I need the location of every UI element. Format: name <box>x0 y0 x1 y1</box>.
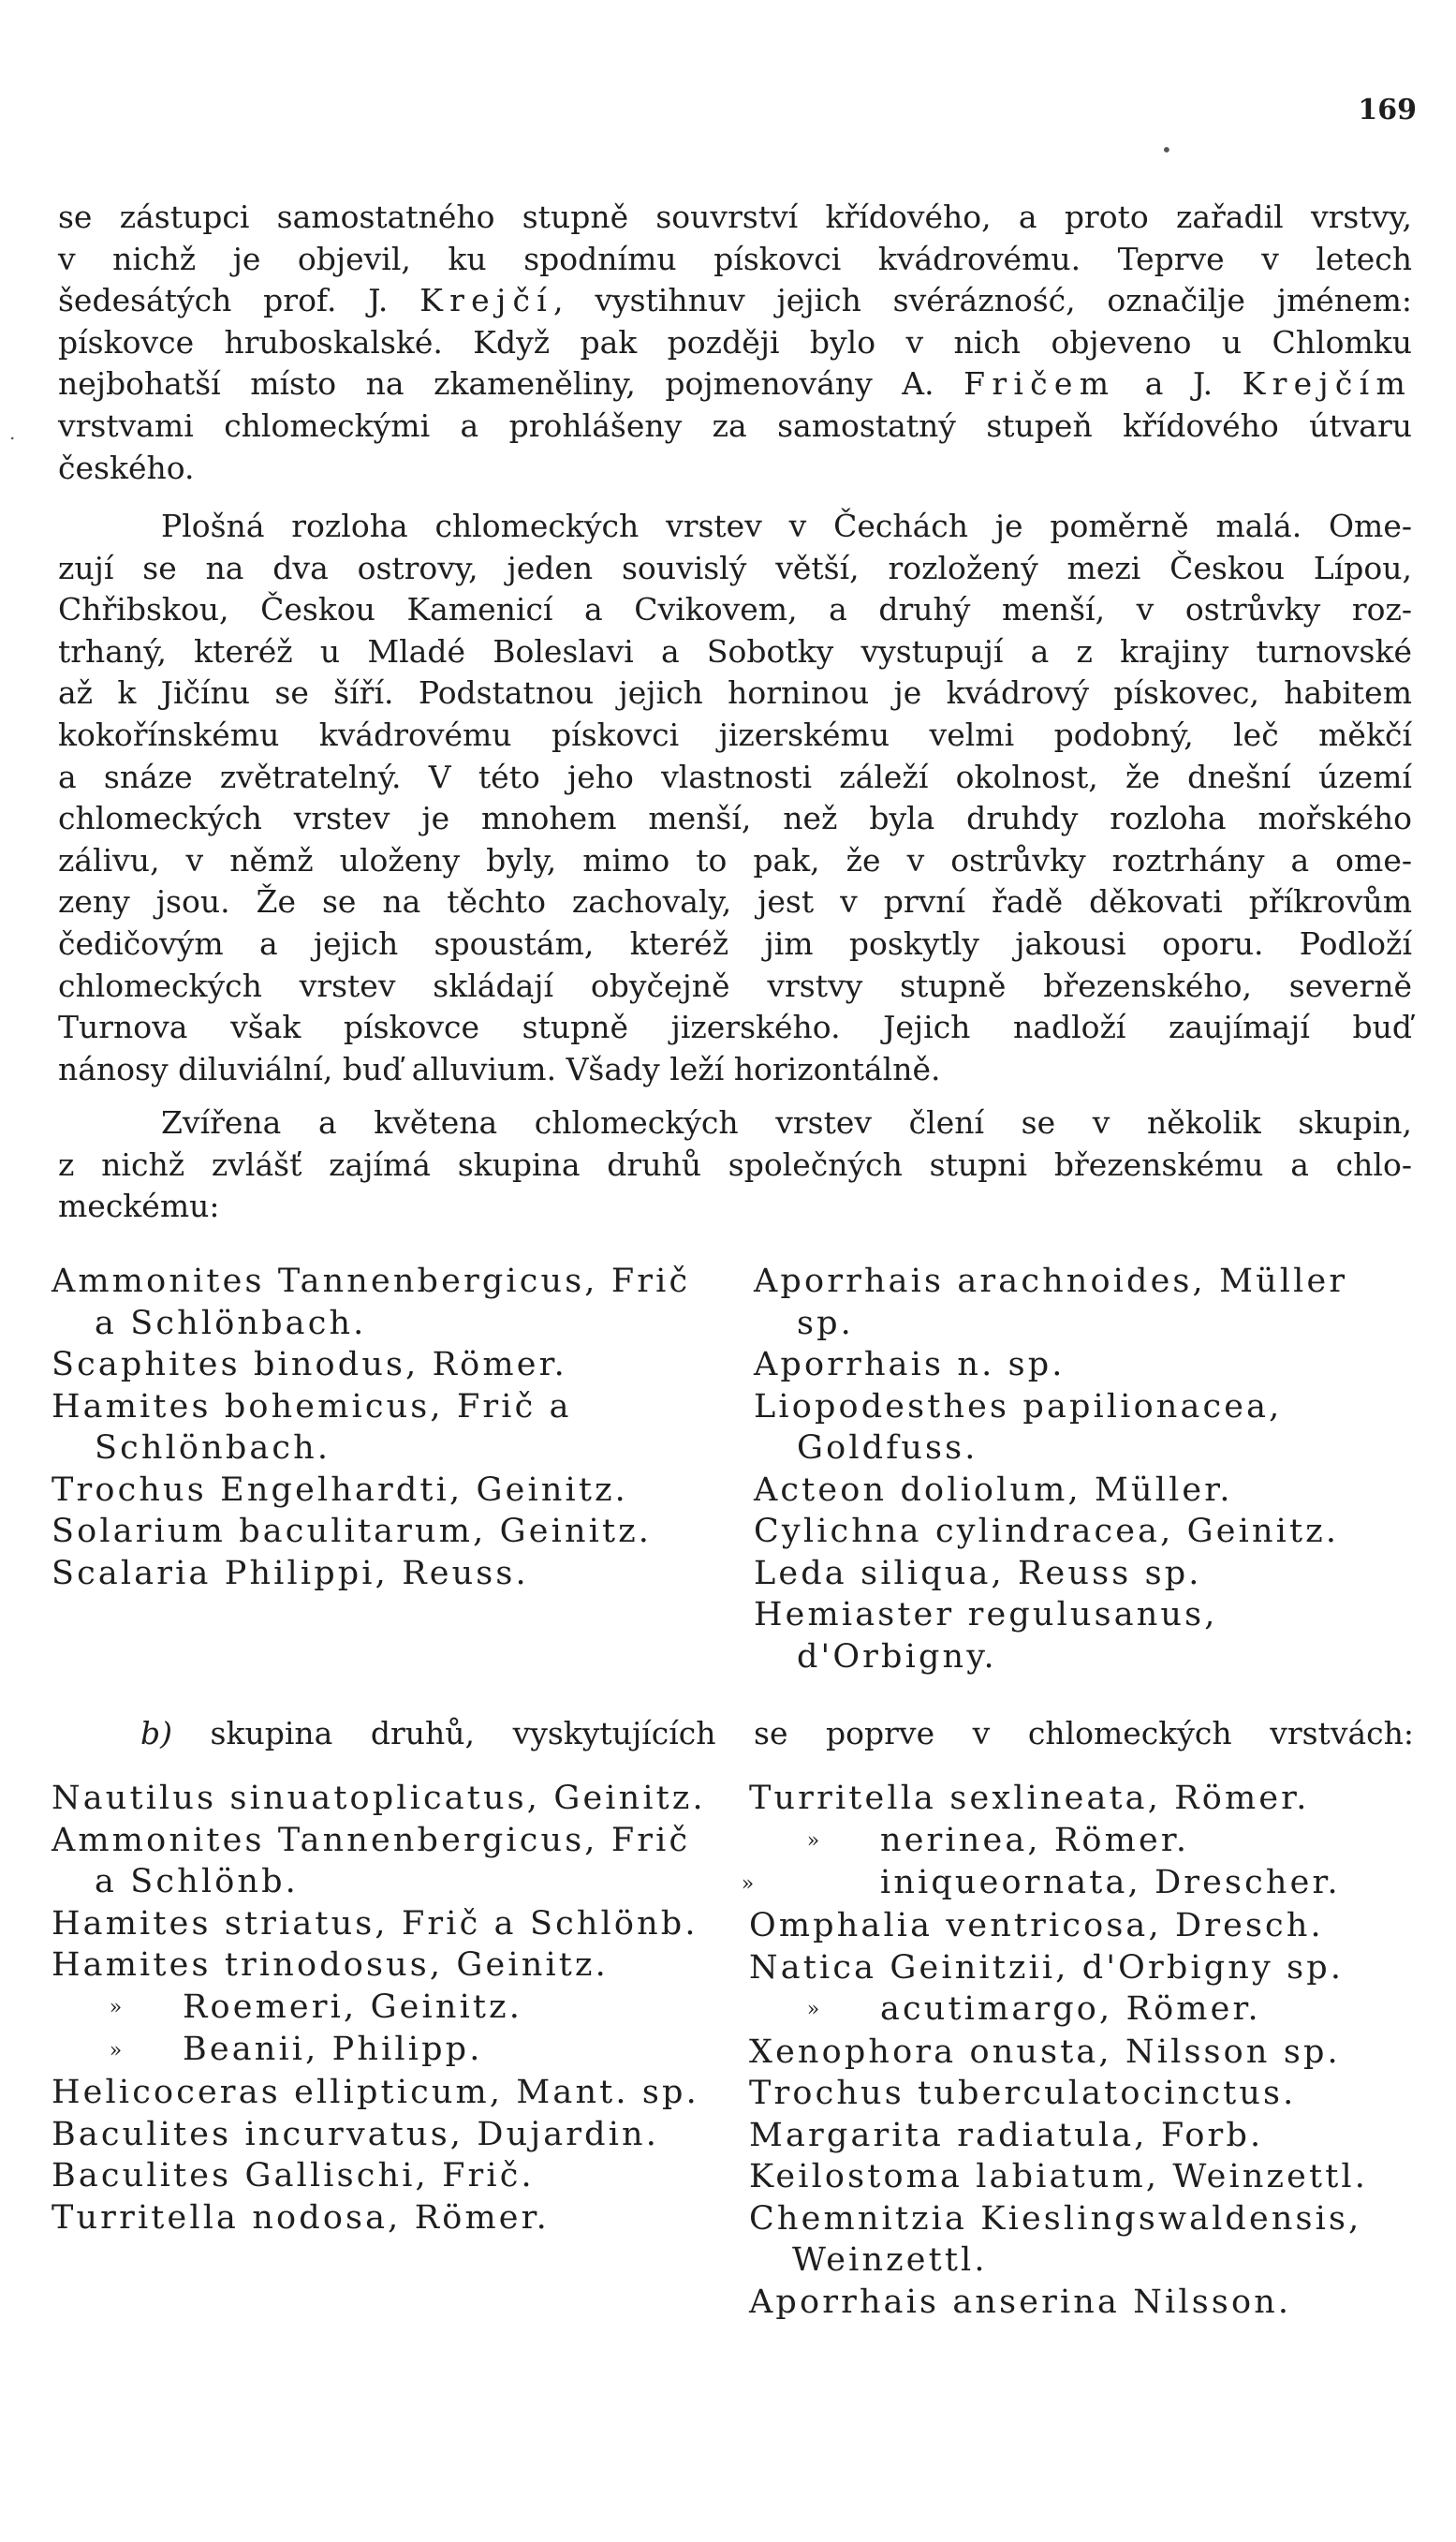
stray-mark-margin: . <box>9 421 16 444</box>
text-line: zují se na dva ostrovy, jeden souvislý větší, rozložený mezi Českou Lípou, <box>58 549 1412 586</box>
species-entry: Aporrhais anserina Nilsson. <box>749 2283 1292 2321</box>
author-name-spaced: Krejčí <box>419 282 554 319</box>
species-name: iniqueornata, Drescher. <box>880 1864 1341 1902</box>
species-entry: Solarium baculitarum, Geinitz. <box>51 1513 653 1550</box>
species-entry: Trochus Engelhardti, Geinitz. <box>51 1471 628 1509</box>
species-entry: Hemiaster regulusanus, d'Orbigny. <box>754 1596 1218 1676</box>
text-line: meckému: <box>58 1188 220 1225</box>
species-entry: Leda siliqua, Reuss sp. <box>754 1554 1202 1592</box>
species-entry: Xenophora onusta, Nilsson sp. <box>749 2032 1341 2071</box>
text-line: Plošná rozloha chlomeckých vrstev v Čechách je poměrně malá. Ome- <box>161 508 1412 544</box>
species-entry: Margarita radiatula, Forb. <box>749 2116 1264 2154</box>
text-line: nánosy diluviální, buď alluvium. Všady leží horizontálně. <box>58 1050 941 1087</box>
species-list-a-right <box>754 1261 1414 1677</box>
species-entry: Ammonites Tannenbergicus, Frič a Schlönb. <box>51 1821 691 1900</box>
species-entry: Turritella sexlineata, Römer. <box>749 1780 1310 1817</box>
text-line <box>58 363 1412 406</box>
ditto-mark: » <box>109 1995 125 2019</box>
species-list-b-left <box>51 1778 716 2239</box>
paragraph-3 <box>58 1102 1412 1228</box>
species-entry: Cylichna cylindracea, Geinitz. <box>754 1513 1340 1550</box>
species-name: Beanii, Philipp. <box>183 2031 483 2069</box>
species-entry: Keilostoma labiatum, Weinzettl. <box>749 2158 1369 2196</box>
species-entry <box>741 1862 1414 1905</box>
text-line: se zástupci samostatného stupně souvrství křídového, a proto zařadil vrstvy, <box>58 199 1412 235</box>
species-name: nerinea, Römer. <box>880 1821 1190 1859</box>
text-line: kokořínskému kvádrovému pískovci jizerskému velmi podobný, leč měkčí <box>58 716 1412 753</box>
species-entry: Chemnitzia Kieslingswaldensis, Weinzettl. <box>749 2199 1362 2280</box>
text-line: a snáze zvětratelný. V této jeho vlastnosti záleží okolnost, že dnešní území <box>58 758 1412 795</box>
species-name: Roemeri, Geinitz. <box>183 1988 522 2026</box>
text-segment: šedesátých prof. J. <box>58 282 420 319</box>
page-number: 169 <box>1358 94 1417 126</box>
text-line: až k Jičínu se šíří. Podstatnou jejich horninou je kvádrový pískovec, habitem <box>58 674 1412 712</box>
species-entry <box>51 2029 716 2072</box>
text-line: čedičovým a jejich spoustám, kteréž jim poskytly jakousi oporu. Podloží <box>58 924 1412 962</box>
group-b-label: b) <box>140 1715 172 1751</box>
species-entry <box>51 1987 716 2030</box>
text-line: z nichž zvlášť zajímá skupina druhů společných stupni březenskému a chlo- <box>58 1145 1412 1183</box>
ditto-mark: » <box>806 1828 823 1853</box>
species-entry: Nautilus sinuatoplicatus, Geinitz. <box>51 1780 706 1817</box>
species-entry: Trochus tuberculatocinctus. <box>749 2075 1297 2113</box>
text-line: pískovce hruboskalské. Když pak později bylo v nich objeveno u Chlomku <box>58 323 1412 361</box>
species-name: acutimargo, Römer. <box>880 1990 1261 2028</box>
text-line: Zvířena a květena chlomeckých vrstev člení se v několik skupin, <box>161 1104 1412 1141</box>
group-b-heading <box>140 1713 1414 1754</box>
species-entry: Baculites incurvatus, Dujardin. <box>51 2115 660 2153</box>
species-entry: Helicoceras ellipticum, Mant. sp. <box>51 2074 699 2111</box>
species-entry <box>749 1988 1414 2032</box>
ditto-mark: » <box>741 1871 757 1896</box>
species-entry: Hamites trinodosus, Geinitz. <box>51 1946 609 1984</box>
text-line: trhaný, kteréž u Mladé Boleslavi a Sobotky vystupují a z krajiny turnovské <box>58 632 1412 670</box>
text-line: chlomeckých vrstev skládají obyčejně vrstvy stupně březenského, severně <box>58 967 1412 1004</box>
paragraph-2 <box>58 506 1412 1090</box>
text-line: českého. <box>58 449 195 486</box>
paragraph-1 <box>58 197 1412 489</box>
species-entry: Baculites Gallischi, Frič. <box>51 2157 535 2195</box>
species-entry: Hamites bohemicus, Frič a Schlönbach. <box>51 1387 572 1467</box>
species-entry: Omphalia ventricosa, Dresch. <box>749 1907 1324 1944</box>
text-segment: , vystihnuv jejich svérázność, označilje jménem: <box>553 282 1412 319</box>
group-b-heading-text: skupina druhů, vyskytujících se poprve v chlomeckých vrstvách: <box>172 1715 1414 1751</box>
species-entry: Ammonites Tannenbergicus, Frič a Schlönbach. <box>51 1263 691 1342</box>
species-entry: Turritella nodosa, Römer. <box>51 2198 550 2237</box>
species-list-b-right <box>741 1778 1414 2323</box>
ditto-mark: » <box>109 2038 125 2062</box>
text-line: Turnova však pískovce stupně jizerského. Jejich nadloží zaujímají buď <box>58 1009 1412 1046</box>
text-segment: a J. <box>1115 365 1243 403</box>
text-line <box>58 280 1412 322</box>
species-entry: Aporrhais n. sp. <box>754 1346 1066 1383</box>
species-entry: Natica Geinitzii, d'Orbigny sp. <box>749 1948 1345 1987</box>
text-line: zálivu, v němž uloženy byly, mimo to pak, že v ostrůvky roztrhány a ome- <box>58 841 1412 879</box>
species-entry: Hamites striatus, Frič a Schlönb. <box>51 1904 699 1943</box>
text-line: chlomeckých vrstev je mnohem menší, než byla druhdy rozloha mořského <box>58 800 1412 837</box>
text-line: v nichž je objevil, ku spodnímu pískovci kvádrovému. Teprve v letech <box>58 240 1412 277</box>
species-entry: Liopodesthes papilionacea, Goldfuss. <box>754 1387 1283 1467</box>
ditto-mark: » <box>806 1998 823 2022</box>
text-line: zeny jsou. Že se na těchto zachovaly, jest v první řadě děkovati příkrovům <box>58 883 1412 921</box>
author-name-spaced: Krejčím <box>1242 365 1412 403</box>
text-line: Chřibskou, Českou Kamenicí a Cvikovem, a druhý menší, v ostrůvky roz- <box>58 591 1412 628</box>
author-name-spaced: Fričem <box>963 365 1116 403</box>
species-entry: Scaphites binodus, Römer. <box>51 1346 567 1383</box>
stray-mark-dot: • <box>1161 139 1172 161</box>
species-list-a-left <box>51 1261 716 1594</box>
text-segment: nejbohatší místo na zkameněliny, pojmenovány A. <box>58 365 964 403</box>
species-entry: Acteon doliolum, Müller. <box>754 1471 1233 1509</box>
text-line: vrstvami chlomeckými a prohlášeny za samostatný stupeň křídového útvaru <box>58 406 1412 444</box>
species-entry: Aporrhais arachnoides, Müller sp. <box>754 1263 1348 1342</box>
species-entry <box>749 1820 1414 1863</box>
species-entry: Scalaria Philippi, Reuss. <box>51 1554 529 1592</box>
